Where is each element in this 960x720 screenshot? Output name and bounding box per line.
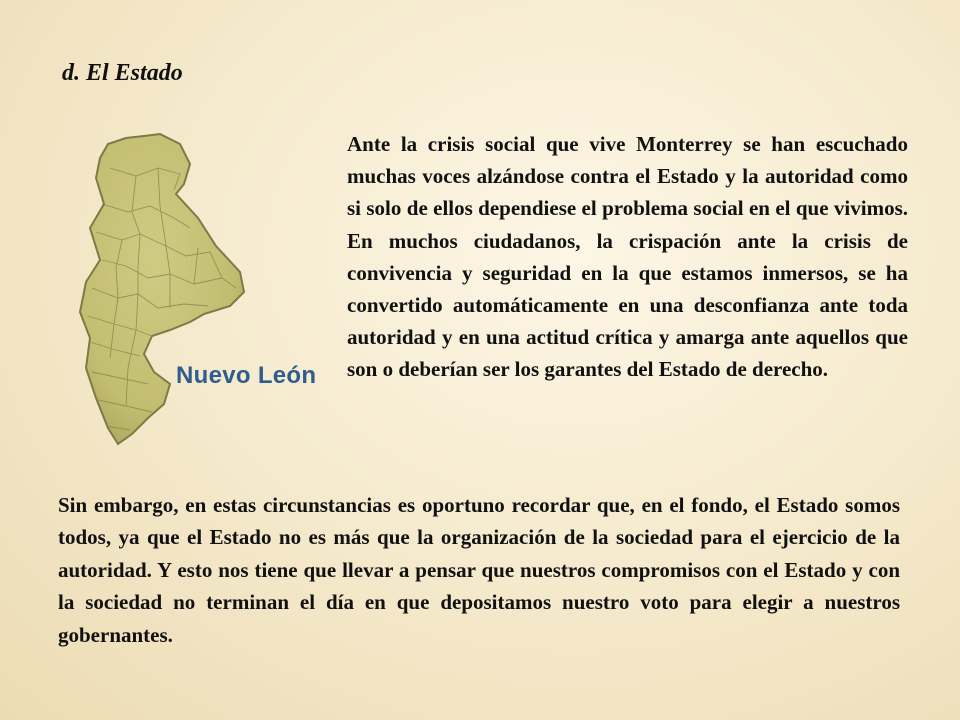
paragraph-1: Ante la crisis social que vive Monterrey se han escuchado muchas voces alzándose contra el Estado y la autoridad como si solo de ellos dependiese el problema social en el que vivimos. En muchos ciudadanos, la crispación ante la crisis de convivencia y seguridad en la que estamos inmersos, se ha convertido automáticamente en una desconfianza ante toda autoridad y en una actitud crítica y amarga ante aquellos que son o deberían ser los garantes del Estado de derecho. [347,132,908,382]
state-outline [80,134,244,444]
map-shape [40,128,340,458]
map-label: Nuevo León [176,362,317,389]
paragraph-2: Sin embargo, en estas circunstancias es oportuno recordar que, en el fondo, el Estado somos todos, ya que el Estado no es más que la organización de la sociedad para el ejercicio de la autoridad. Y esto nos tiene que llevar a pensar que nuestros compromisos con el Estado y con la sociedad no terminan el día en que depositamos nuestro voto para elegir a nuestros gobernantes. [58,493,900,647]
nuevo-leon-map [40,128,340,458]
slide-title: d. El Estado [62,60,183,86]
